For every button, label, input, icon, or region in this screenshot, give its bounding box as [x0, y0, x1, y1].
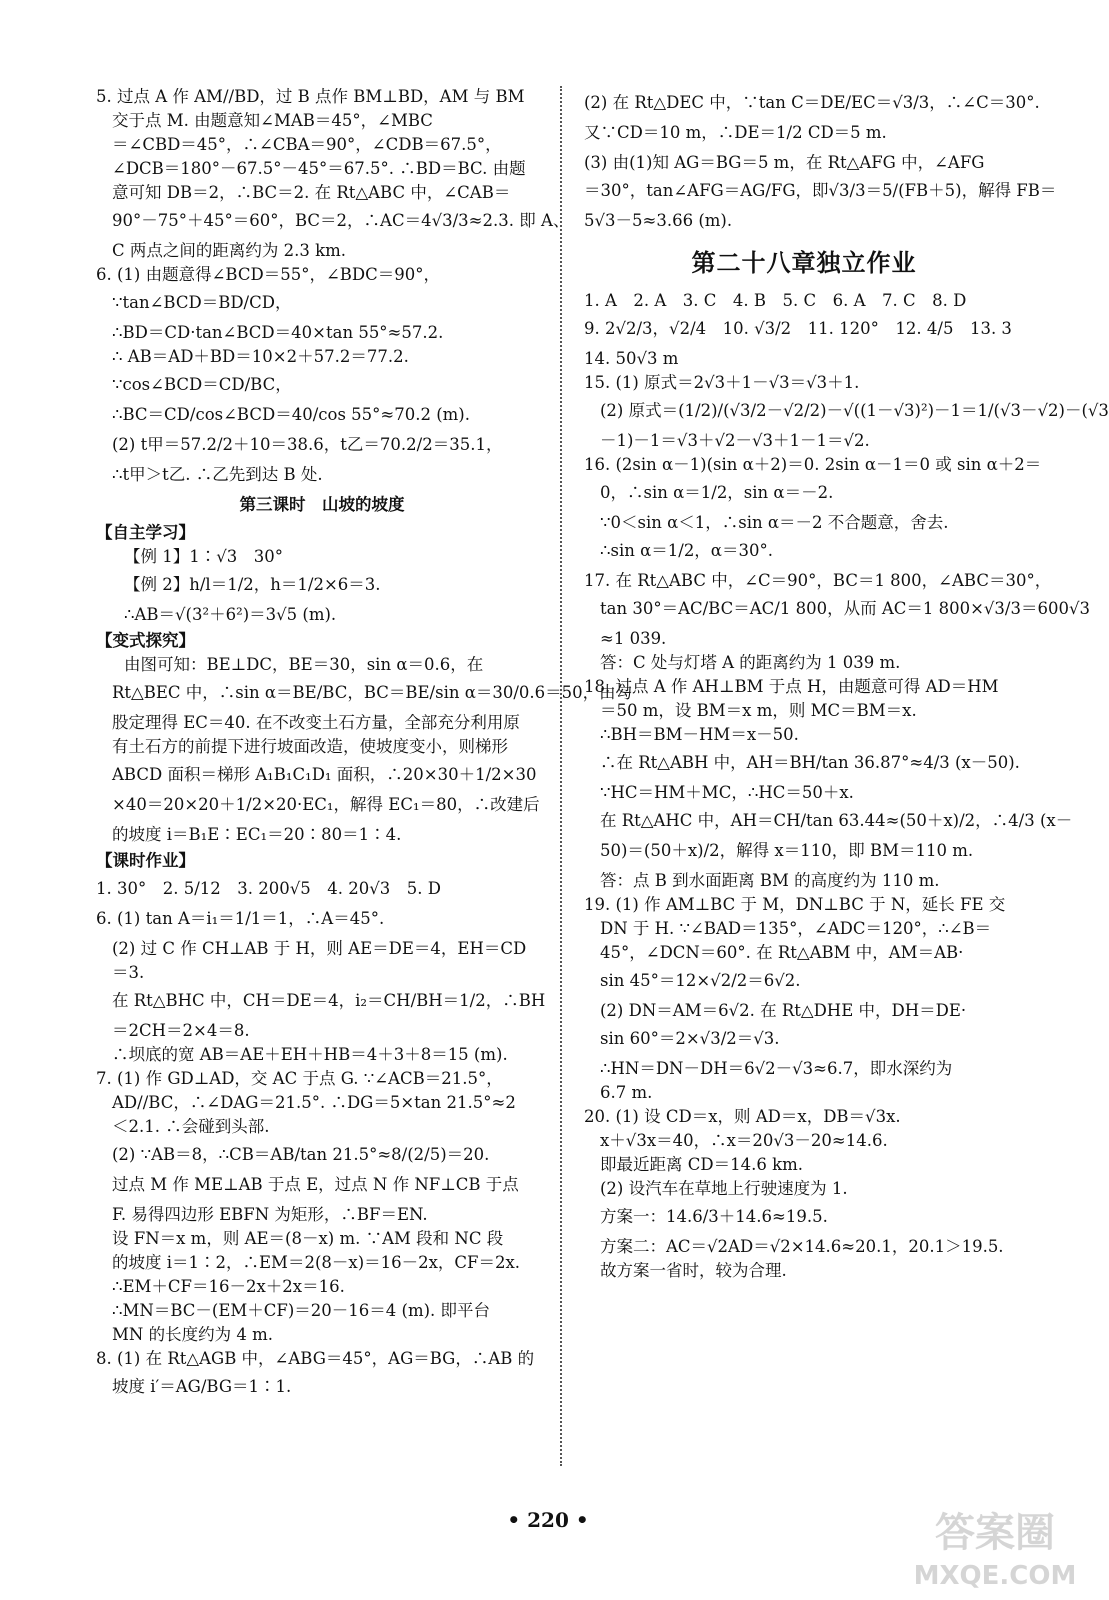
- left-text-line: ABCD 面积＝梯形 A₁B₁C₁D₁ 面积，∴20×30＋1/2×30: [112, 765, 537, 784]
- left-text-line: 设 FN＝x m，则 AE＝(8－x) m. ∵AM 段和 NC 段: [112, 1229, 504, 1248]
- right-text-line: 方案二：AC＝√2AD＝√2×14.6≈20.1，20.1＞19.5.: [600, 1237, 1004, 1256]
- right-lines-2: [584, 290, 1109, 1282]
- left-text-line: ∵cos∠BCD＝CD/BC，: [112, 375, 292, 394]
- left-text-line: 的坡度 i＝1∶2，∴EM＝2(8－x)＝16－2x，CF＝2x.: [112, 1253, 521, 1272]
- left-text-line: 交于点 M. 由题意知∠MAB＝45°，∠MBC: [112, 111, 433, 130]
- right-text-line: tan 30°＝AC/BC＝AC/1 800，从而 AC＝1 800×√3/3＝600√3: [600, 599, 1090, 618]
- right-text-line: 1. A 2. A 3. C 4. B 5. C 6. A 7. C 8. D: [584, 291, 967, 310]
- left-text-line: MN 的长度约为 4 m.: [112, 1325, 273, 1344]
- right-text-line: 19. (1) 作 AM⊥BC 于 M，DN⊥BC 于 N，延长 FE 交: [584, 895, 1006, 914]
- right-text-line: －1)－1＝√3＋√2－√3＋1－1＝√2.: [600, 431, 870, 450]
- left-text-line: ＝2CH＝2×4＝8.: [112, 1021, 250, 1040]
- left-text-line: ∴t甲＞t乙. ∴乙先到达 B 处.: [112, 465, 323, 484]
- right-text-line: (2) DN＝AM＝6√2. 在 Rt△DHE 中，DH＝DE·: [600, 1001, 967, 1020]
- left-text-line: 过点 M 作 ME⊥AB 于点 E，过点 N 作 NF⊥CB 于点: [112, 1175, 519, 1194]
- watermark-top: 答案圈: [935, 1510, 1055, 1556]
- left-text-line: 【变式探究】: [96, 631, 195, 650]
- left-text-line: F. 易得四边形 EBFN 为矩形，∴BF＝EN.: [112, 1205, 428, 1224]
- left-text-line: (2) t甲＝57.2/2＋10＝38.6，t乙＝70.2/2＝35.1，: [112, 435, 503, 454]
- right-text-line: (2) 在 Rt△DEC 中，∵tan C＝DE/EC＝√3/3，∴∠C＝30°.: [584, 93, 1040, 112]
- left-text-line: 【课时作业】: [96, 851, 195, 870]
- left-text-line: ∴ AB＝AD＋BD＝10×2＋57.2＝77.2.: [112, 347, 409, 366]
- right-text-line: 0，∴sin α＝1/2，sin α＝－2.: [600, 483, 834, 502]
- left-text-line: 8. (1) 在 Rt△AGB 中，∠ABG＝45°，AG＝BG，∴AB 的: [96, 1349, 535, 1368]
- left-text-line: ∴BD＝CD·tan∠BCD＝40×tan 55°≈57.2.: [112, 323, 444, 342]
- column-divider: [560, 86, 562, 1466]
- page-number: • 220 •: [507, 1508, 589, 1532]
- left-text-line: ∠DCB＝180°－67.5°－45°＝67.5°. ∴BD＝BC. 由题: [112, 159, 526, 178]
- left-text-line: 有土石方的前提下进行坡面改造，使坡度变小，则梯形: [112, 737, 508, 756]
- left-lines: [96, 86, 570, 486]
- right-text-line: x＋√3x＝40，∴x＝20√3－20≈14.6.: [600, 1131, 888, 1150]
- left-text-line: ∵tan∠BCD＝BD/CD，: [112, 293, 292, 312]
- right-text-line: 6.7 m.: [600, 1083, 653, 1102]
- left-text-line: 【例 2】h/l＝1/2，h＝1/2×6＝3.: [124, 575, 381, 594]
- right-text-line: ∴sin α＝1/2，α＝30°.: [600, 541, 773, 560]
- left-text-line: C 两点之间的距离约为 2.3 km.: [112, 241, 346, 260]
- right-lines: [584, 92, 1057, 232]
- right-text-line: (3) 由(1)知 AG＝BG＝5 m，在 Rt△AFG 中，∠AFG: [584, 153, 985, 172]
- right-text-line: 5√3－5≈3.66 (m).: [584, 211, 733, 230]
- watermark-logo: [905, 1500, 1085, 1592]
- right-text-line: sin 60°＝2×√3/2＝√3.: [600, 1029, 780, 1048]
- left-text-line: ＝3.: [112, 963, 145, 982]
- right-text-line: ≈1 039.: [600, 629, 667, 648]
- right-text-line: 14. 50√3 m: [584, 349, 679, 368]
- right-text-line: ＝30°，tan∠AFG＝AG/FG，即√3/3＝5/(FB＋5)，解得 FB＝: [584, 181, 1057, 200]
- left-text-line: 7. (1) 作 GD⊥AD，交 AC 于点 G. ∵∠ACB＝21.5°，: [96, 1069, 503, 1088]
- right-text-line: 50)＝(50＋x)/2，解得 x＝110，即 BM＝110 m.: [600, 841, 974, 860]
- right-text-line: 16. (2sin α－1)(sin α＋2)＝0. 2sin α－1＝0 或 sin α＋2＝: [584, 455, 1042, 474]
- left-text-line: (2) 过 C 作 CH⊥AB 于 H，则 AE＝DE＝4，EH＝CD: [112, 939, 527, 958]
- left-text-line: 90°－75°＋45°＝60°，BC＝2，∴AC＝4√3/3≈2.3. 即 A、: [112, 211, 570, 230]
- right-text-line: 方案一：14.6/3＋14.6≈19.5.: [600, 1207, 828, 1226]
- right-column: [584, 86, 1109, 1284]
- right-text-line: 15. (1) 原式＝2√3＋1－√3＝√3＋1.: [584, 373, 860, 392]
- right-text-line: 即最近距离 CD＝14.6 km.: [600, 1155, 803, 1174]
- lesson-title: 第三课时 山坡的坡度: [239, 495, 405, 514]
- left-text-line: 6. (1) tan A＝i₁＝1/1＝1，∴A＝45°.: [96, 909, 385, 928]
- left-text-line: (2) ∵AB＝8，∴CB＝AB/tan 21.5°≈8/(2/5)＝20.: [112, 1145, 490, 1164]
- right-text-line: 答：点 B 到水面距离 BM 的高度约为 110 m.: [600, 871, 940, 890]
- right-text-line: DN 于 H. ∵∠BAD＝135°，∠ADC＝120°，∴∠B＝: [600, 919, 992, 938]
- right-text-line: 20. (1) 设 CD＝x，则 AD＝x，DB＝√3x.: [584, 1107, 901, 1126]
- right-text-line: sin 45°＝12×√2/2＝6√2.: [600, 971, 801, 990]
- right-text-line: 在 Rt△AHC 中，AH＝CH/tan 63.44≈(50＋x)/2，∴4/3 (x－: [600, 811, 1073, 830]
- right-text-line: ∵0＜sin α＜1，∴sin α＝－2 不合题意，舍去.: [600, 513, 949, 532]
- right-text-line: 故方案一省时，较为合理.: [600, 1261, 787, 1280]
- left-text-line: Rt△BEC 中，∴sin α＝BE/BC，BC＝BE/sin α＝30/0.6＝50，由勾: [112, 683, 633, 702]
- right-text-line: 45°，∠DCN＝60°. 在 Rt△ABM 中，AM＝AB·: [600, 943, 964, 962]
- left-text-line: ＝∠CBD＝45°，∴∠CBA＝90°，∠CDB＝67.5°，: [112, 135, 502, 154]
- right-text-line: ∵HC＝HM＋MC，∴HC＝50＋x.: [600, 783, 854, 802]
- left-text-line: 【例 1】1∶√3 30°: [124, 547, 283, 566]
- left-text-line: ∴BC＝CD/cos∠BCD＝40/cos 55°≈70.2 (m).: [112, 405, 470, 424]
- right-text-line: 18. 过点 A 作 AH⊥BM 于点 H，由题意可得 AD＝HM: [584, 677, 999, 696]
- chapter-title: 第二十八章独立作业: [691, 248, 917, 277]
- left-text-line: ∴EM＋CF＝16－2x＋2x＝16.: [112, 1277, 345, 1296]
- right-text-line: ∴HN＝DN－DH＝6√2－√3≈6.7，即水深约为: [600, 1059, 953, 1078]
- left-text-line: ∴MN＝BC－(EM＋CF)＝20－16＝4 (m). 即平台: [112, 1301, 491, 1320]
- left-text-line: 在 Rt△BHC 中，CH＝DE＝4，i₂＝CH/BH＝1/2，∴BH: [112, 991, 546, 1010]
- left-text-line: ×40＝20×20＋1/2×20·EC₁，解得 EC₁＝80，∴改建后: [112, 795, 540, 814]
- right-text-line: ∴在 Rt△ABH 中，AH＝BH/tan 36.87°≈4/3 (x－50).: [600, 753, 1020, 772]
- left-text-line: 坡度 i′＝AG/BG＝1∶1.: [112, 1377, 292, 1396]
- left-text-line: 6. (1) 由题意得∠BCD＝55°，∠BDC＝90°，: [96, 265, 441, 284]
- right-text-line: 9. 2√2/3，√2/4 10. √3/2 11. 120° 12. 4/5 13. 3: [584, 319, 1012, 338]
- left-text-line: 由图可知：BE⊥DC，BE＝30，sin α＝0.6，在: [124, 655, 484, 674]
- left-text-line: 【自主学习】: [96, 523, 195, 542]
- left-text-line: 的坡度 i＝B₁E∶EC₁＝20∶80＝1∶4.: [112, 825, 402, 844]
- right-text-line: 答：C 处与灯塔 A 的距离约为 1 039 m.: [600, 653, 901, 672]
- left-text-line: ∴坝底的宽 AB＝AE＋EH＋HB＝4＋3＋8＝15 (m).: [112, 1045, 508, 1064]
- left-text-line: 5. 过点 A 作 AM//BD，过 B 点作 BM⊥BD，AM 与 BM: [96, 87, 525, 106]
- right-text-line: ∴BH＝BM－HM＝x－50.: [600, 725, 799, 744]
- right-text-line: (2) 设汽车在草地上行驶速度为 1.: [600, 1179, 848, 1198]
- left-text-line: 股定理得 EC＝40. 在不改变土石方量，全部充分利用原: [112, 713, 520, 732]
- left-text-line: 意可知 DB＝2，∴BC＝2. 在 Rt△ABC 中，∠CAB＝: [112, 183, 511, 202]
- right-text-line: ＝50 m，设 BM＝x m，则 MC＝BM＝x.: [600, 701, 917, 720]
- left-text-line: 1. 30° 2. 5/12 3. 200√5 4. 20√3 5. D: [96, 879, 441, 898]
- right-text-line: 又∵CD＝10 m，∴DE＝1/2 CD＝5 m.: [584, 123, 887, 142]
- left-text-line: ∴AB＝√(3²＋6²)＝3√5 (m).: [124, 605, 337, 624]
- watermark-bottom: MXQE.COM: [913, 1561, 1077, 1591]
- left-text-line: ＜2.1. ∴会碰到头部.: [112, 1117, 270, 1136]
- left-text-line: AD//BC，∴∠DAG＝21.5°. ∴DG＝5×tan 21.5°≈2: [112, 1093, 516, 1112]
- right-text-line: (2) 原式＝(1/2)/(√3/2－√2/2)－√((1－√3)²)－1＝1/(√3－√2)－(√3: [600, 401, 1109, 420]
- right-text-line: 17. 在 Rt△ABC 中，∠C＝90°，BC＝1 800，∠ABC＝30°，: [584, 571, 1052, 590]
